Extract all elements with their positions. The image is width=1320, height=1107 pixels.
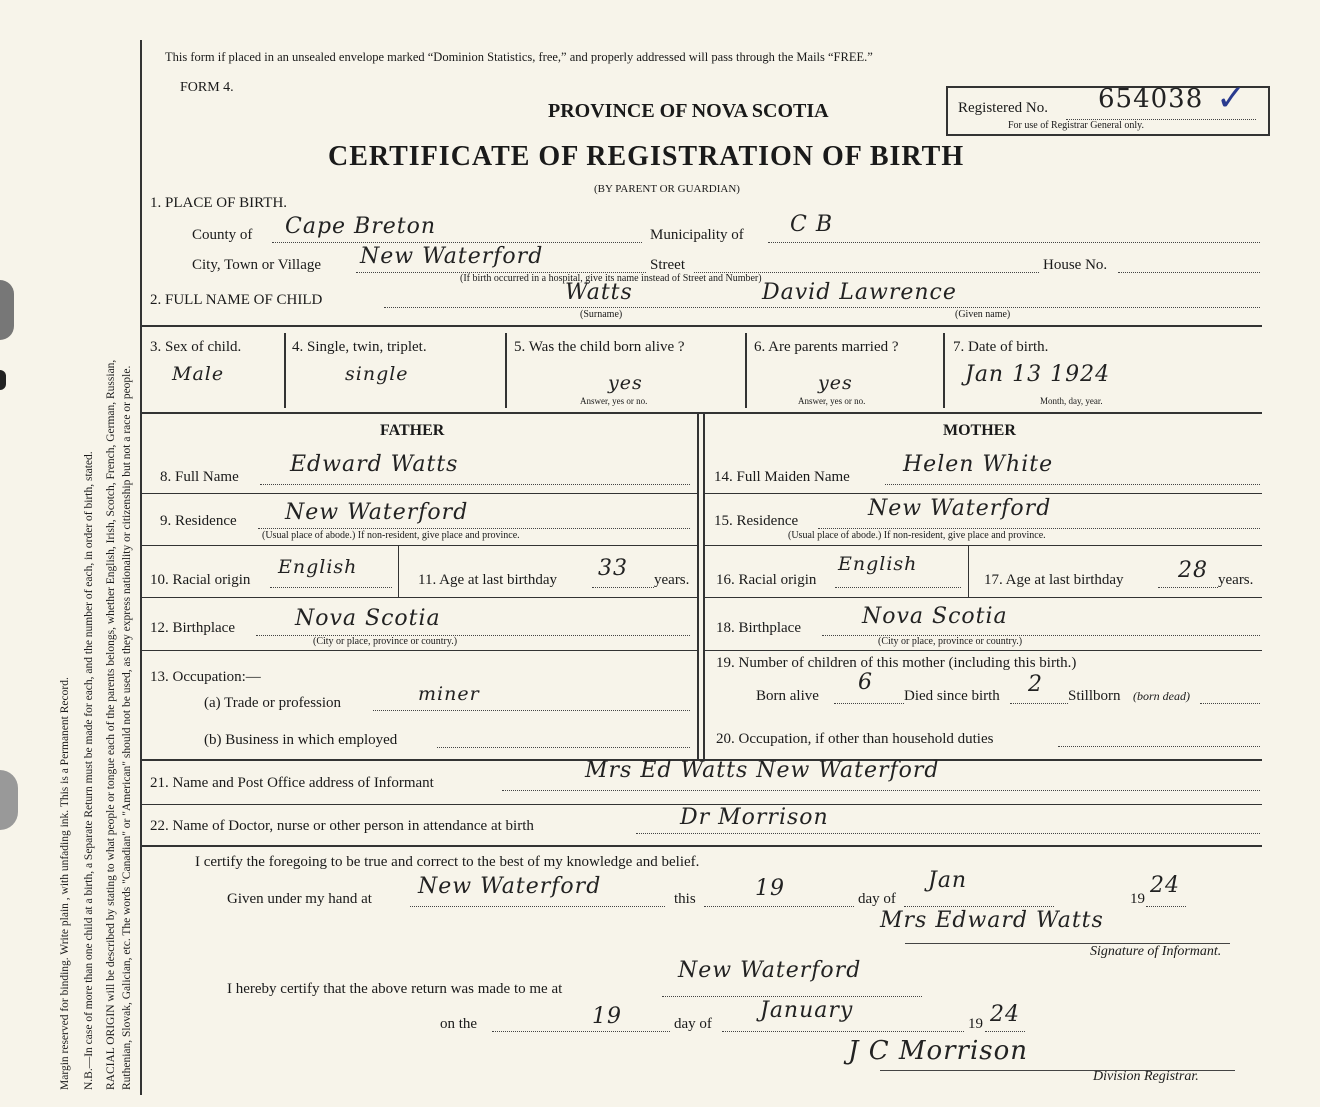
city-value: New Waterford bbox=[360, 244, 544, 269]
informant-value: Mrs Ed Watts New Waterford bbox=[585, 758, 940, 783]
informant-signature: Mrs Edward Watts bbox=[880, 908, 1104, 933]
certify-month-value: Jan bbox=[928, 868, 968, 893]
postal-note: This form if placed in an unsealed envelope marked “Dominion Statistics, free,” and properly addressed will pass through the Mails “FREE.” bbox=[165, 50, 873, 64]
registrar-statement: I hereby certify that the above return was made to me at bbox=[227, 981, 563, 997]
mother-children-label: 19. Number of children of this mother (including this birth.) bbox=[716, 655, 1077, 671]
sex-value: Male bbox=[172, 363, 225, 385]
child-given-name: David Lawrence bbox=[762, 280, 957, 305]
given-place-value: New Waterford bbox=[418, 874, 602, 899]
alive-value: yes bbox=[608, 372, 643, 394]
division-registrar-caption: Division Registrar. bbox=[1093, 1069, 1199, 1084]
binding-hole-bottom bbox=[0, 770, 18, 830]
certify-statement: I certify the foregoing to be true and correct to the best of my knowledge and belief. bbox=[195, 854, 700, 870]
mother-abode-note: (Usual place of abode.) If non-resident, give place and province. bbox=[788, 530, 1046, 541]
married-caption: Answer, yes or no. bbox=[798, 396, 866, 406]
father-trade-label: (a) Trade or profession bbox=[204, 695, 342, 711]
stillborn-note: (born dead) bbox=[1133, 689, 1190, 703]
father-birthplace-note: (City or place, province or country.) bbox=[313, 636, 458, 647]
certify-day-value: 19 bbox=[755, 876, 785, 901]
twin-value: single bbox=[345, 363, 409, 385]
dob-caption: Month, day, year. bbox=[1040, 396, 1103, 406]
street-label: Street bbox=[650, 257, 685, 273]
doctor-value: Dr Morrison bbox=[680, 805, 829, 830]
city-label: City, Town or Village bbox=[192, 257, 322, 273]
municipality-label: Municipality of bbox=[650, 227, 744, 243]
alive-label: 5. Was the child born alive ? bbox=[514, 339, 685, 355]
mother-race-value: English bbox=[838, 553, 918, 575]
mother-age-value: 28 bbox=[1178, 558, 1208, 583]
died-label: Died since birth bbox=[904, 688, 1000, 704]
registrar-year-prefix: 19 bbox=[968, 1016, 983, 1032]
registered-box bbox=[946, 78, 1270, 136]
father-trade-value: miner bbox=[418, 683, 480, 705]
informant-label: 21. Name and Post Office address of Informant bbox=[150, 775, 434, 791]
father-race-label: 10. Racial origin bbox=[150, 572, 251, 588]
certify-year-prefix: 19 bbox=[1130, 891, 1145, 907]
father-residence-value: New Waterford bbox=[285, 500, 469, 525]
born-alive-label: Born alive bbox=[756, 688, 819, 704]
father-birthplace-label: 12. Birthplace bbox=[150, 620, 235, 636]
given-caption: (Given name) bbox=[955, 309, 1011, 320]
given-label: Given under my hand at bbox=[227, 891, 372, 907]
margin-note-4: Ruthenian, Slovak, Galician, etc. The words "Canadian" or "American" should not be used, as they express nationality or citizenship but not a race or people. bbox=[121, 365, 133, 1090]
margin-note-1: Margin reserved for binding. Write plain , with unfading ink. This is a Permanent Record. bbox=[59, 677, 71, 1090]
province-title: PROVINCE OF NOVA SCOTIA bbox=[548, 100, 829, 122]
father-age-label: 11. Age at last birthday bbox=[418, 572, 557, 588]
mother-race-label: 16. Racial origin bbox=[716, 572, 817, 588]
dob-label: 7. Date of birth. bbox=[953, 339, 1049, 355]
dob-value: Jan 13 1924 bbox=[965, 362, 1111, 387]
mother-name-value: Helen White bbox=[903, 452, 1054, 477]
margin-note-2: N.B.—In case of more than one child at a birth, a Separate Return must be made for each, and the number of each, in order of birth, stated. bbox=[83, 451, 95, 1090]
married-value: yes bbox=[818, 372, 853, 394]
certificate-title: CERTIFICATE OF REGISTRATION OF BIRTH bbox=[328, 141, 965, 172]
check-mark-icon: ✓ bbox=[1216, 78, 1247, 119]
county-value: Cape Breton bbox=[285, 214, 437, 239]
father-years-label: years. bbox=[654, 572, 690, 588]
mother-occupation-label: 20. Occupation, if other than household duties bbox=[716, 731, 994, 747]
surname-caption: (Surname) bbox=[580, 309, 623, 320]
mother-age-label: 17. Age at last birthday bbox=[984, 572, 1124, 588]
registrar-signature: J C Morrison bbox=[848, 1036, 1029, 1066]
father-residence-label: 9. Residence bbox=[160, 513, 237, 529]
registrar-place-value: New Waterford bbox=[678, 958, 862, 983]
registrar-note: For use of Registrar General only. bbox=[1008, 120, 1144, 131]
binding-hole-top bbox=[0, 280, 14, 340]
registered-number: 654038 bbox=[1098, 84, 1204, 114]
registered-label: Registered No. bbox=[958, 100, 1048, 116]
registrar-year-suffix: 24 bbox=[990, 1002, 1020, 1027]
twin-label: 4. Single, twin, triplet. bbox=[292, 339, 427, 355]
certify-day-of-label: day of bbox=[858, 891, 896, 907]
mother-residence-label: 15. Residence bbox=[714, 513, 799, 529]
place-of-birth-heading: 1. PLACE OF BIRTH. bbox=[150, 195, 288, 211]
sex-label: 3. Sex of child. bbox=[150, 339, 242, 355]
registrar-day-value: 19 bbox=[592, 1004, 622, 1029]
left-border bbox=[140, 40, 142, 1095]
father-abode-note: (Usual place of abode.) If non-resident, give place and province. bbox=[262, 530, 520, 541]
mother-birthplace-note: (City or place, province or country.) bbox=[878, 636, 1023, 647]
registrar-on-label: on the bbox=[440, 1016, 478, 1032]
father-occupation-label: 13. Occupation:— bbox=[150, 669, 261, 685]
father-race-value: English bbox=[278, 556, 358, 578]
registrar-day-of-label: day of bbox=[674, 1016, 712, 1032]
margin-note-3: RACIAL ORIGIN will be described by stating to what people or tongue each of the parents belongs, whether English, Irish, Scotch, French, German, Russian, bbox=[105, 359, 117, 1090]
father-birthplace-value: Nova Scotia bbox=[295, 606, 441, 631]
stillborn-label: Stillborn bbox=[1068, 688, 1121, 704]
child-surname: Watts bbox=[565, 280, 633, 305]
mother-heading: MOTHER bbox=[943, 422, 1016, 439]
hospital-note: (If birth occurred in a hospital, give its name instead of Street and Number) bbox=[460, 273, 762, 284]
binding-hole-mid bbox=[0, 370, 6, 390]
father-name-value: Edward Watts bbox=[290, 452, 459, 477]
died-value: 2 bbox=[1028, 672, 1043, 697]
mother-years-label: years. bbox=[1218, 572, 1254, 588]
doctor-label: 22. Name of Doctor, nurse or other person in attendance at birth bbox=[150, 818, 534, 834]
alive-caption: Answer, yes or no. bbox=[580, 396, 648, 406]
certificate-subtitle: (BY PARENT OR GUARDIAN) bbox=[594, 183, 740, 195]
mother-residence-value: New Waterford bbox=[868, 496, 1052, 521]
father-name-label: 8. Full Name bbox=[160, 469, 239, 485]
born-alive-value: 6 bbox=[858, 670, 873, 695]
county-label: County of bbox=[192, 227, 253, 243]
father-business-label: (b) Business in which employed bbox=[204, 732, 398, 748]
mother-birthplace-value: Nova Scotia bbox=[862, 604, 1008, 629]
father-age-value: 33 bbox=[598, 556, 628, 581]
child-name-label: 2. FULL NAME OF CHILD bbox=[150, 292, 323, 308]
married-label: 6. Are parents married ? bbox=[754, 339, 899, 355]
registrar-month-value: January bbox=[760, 998, 854, 1023]
certify-year-suffix: 24 bbox=[1150, 873, 1180, 898]
municipality-value: C B bbox=[790, 212, 833, 237]
this-label: this bbox=[674, 891, 696, 907]
house-label: House No. bbox=[1043, 257, 1108, 273]
form-number: FORM 4. bbox=[180, 80, 234, 95]
mother-name-label: 14. Full Maiden Name bbox=[714, 469, 850, 485]
mother-birthplace-label: 18. Birthplace bbox=[716, 620, 801, 636]
informant-signature-caption: Signature of Informant. bbox=[1090, 944, 1222, 959]
father-heading: FATHER bbox=[380, 422, 445, 439]
